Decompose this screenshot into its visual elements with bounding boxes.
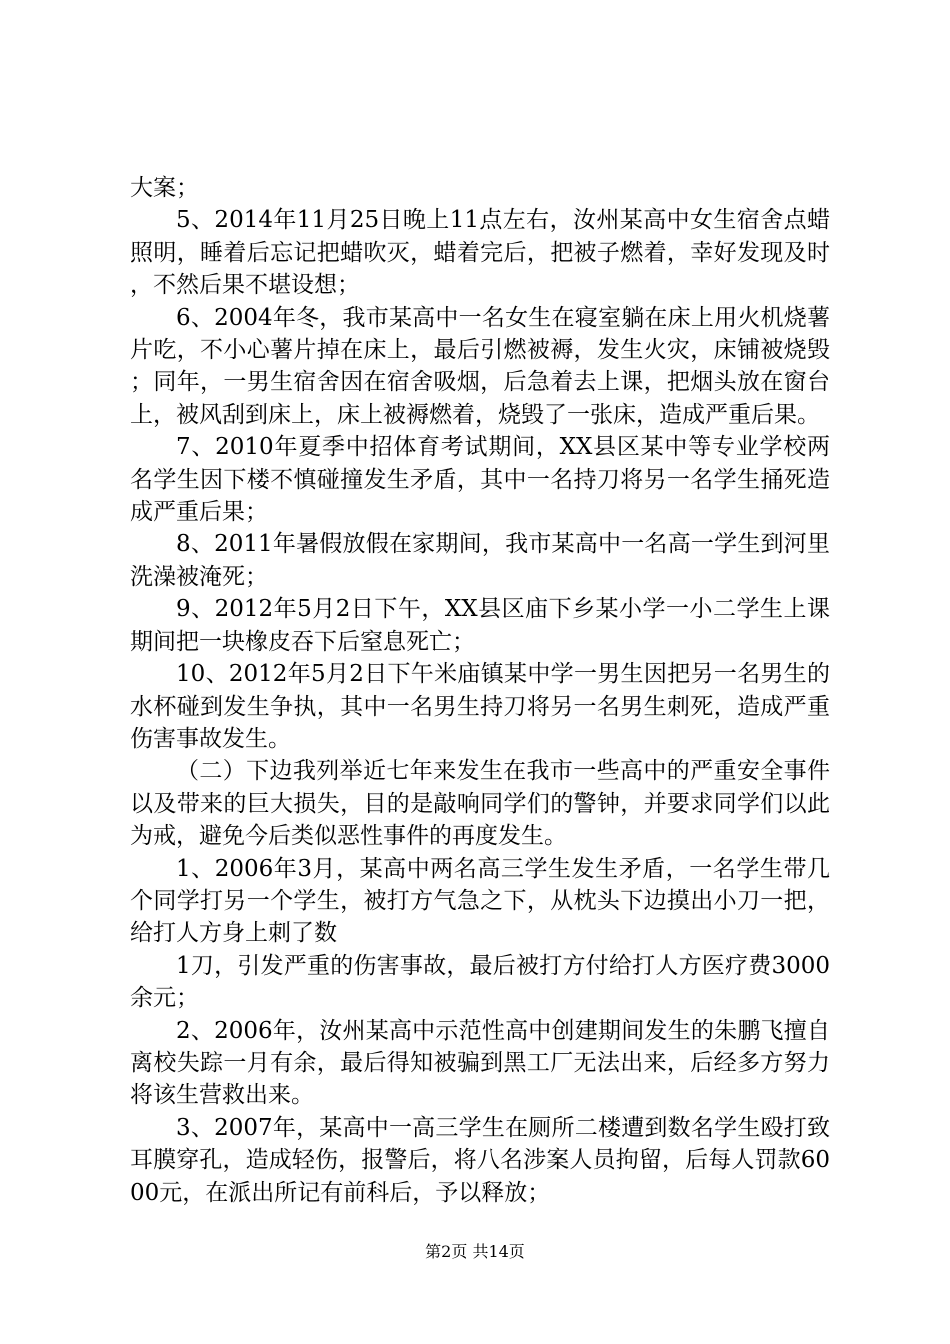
paragraph-2: 6、2004年冬，我市某高中一名女生在寝室躺在床上用火机烧薯片吃，不小心薯片掉在床上，最后引燃被褥，发生火灾，床铺被烧毁；同年，一男生宿舍因在宿舍吸烟，后急着去上课，把烟头放在窗台上，被风刮到床上，床上被褥燃着，烧毁了一张床，造成严重后果。 (130, 304, 830, 428)
paragraph-4: 8、2011年暑假放假在家期间，我市某高中一名高一学生到河里洗澡被淹死； (130, 531, 830, 590)
paragraph-11: 3、2007年，某高中一高三学生在厕所二楼遭到数名学生殴打致耳膜穿孔，造成轻伤，报警后，将八名涉案人员拘留，后每人罚款6000元，在派出所记有前科后，予以释放； (130, 1114, 830, 1206)
paragraph-0: 大案； (130, 175, 199, 201)
paragraph-6: 10、2012年5月2日下午米庙镇某中学一男生因把另一名男生的水杯碰到发生争执，其中一名男生持刀将另一名男生刺死，造成严重伤害事故发生。 (130, 661, 830, 752)
paragraph-3: 7、2010年夏季中招体育考试期间，XX县区某中等专业学校两名学生因下楼不慎碰撞发生矛盾，其中一名持刀将另一名学生捅死造成严重后果； (130, 434, 830, 526)
paragraph-10: 2、2006年，汝州某高中示范性高中创建期间发生的朱鹏飞擅自离校失踪一月有余，最后得知被骗到黑工厂无法出来，后经多方努力将该生营救出来。 (130, 1017, 830, 1109)
paragraph-1: 5、2014年11月25日晚上11点左右，汝州某高中女生宿舍点蜡照明，睡着后忘记把蜡吹灭，蜡着完后，把被子燃着，幸好发现及时，不然后果不堪设想； (130, 207, 830, 299)
paragraph-7: （二）下边我列举近七年来发生在我市一些高中的严重安全事件以及带来的巨大损失，目的是敲响同学们的警钟，并要求同学们以此为戒，避免今后类似恶性事件的再度发生。 (130, 758, 830, 850)
page-number-footer: 第2页 共14页 (425, 1242, 525, 1261)
document-body (130, 172, 830, 1209)
paragraph-5: 9、2012年5月2日下午，XX县区庙下乡某小学一小二学生上课期间把一块橡皮吞下后窒息死亡； (130, 596, 830, 655)
paragraph-8: 1、2006年3月，某高中两名高三学生发生矛盾，一名学生带几个同学打另一个学生，被打方气急之下，从枕头下边摸出小刀一把，给打人方身上刺了数 (130, 855, 830, 947)
paragraph-9: 1刀，引发严重的伤害事故，最后被打方付给打人方医疗费3000余元； (130, 952, 830, 1012)
